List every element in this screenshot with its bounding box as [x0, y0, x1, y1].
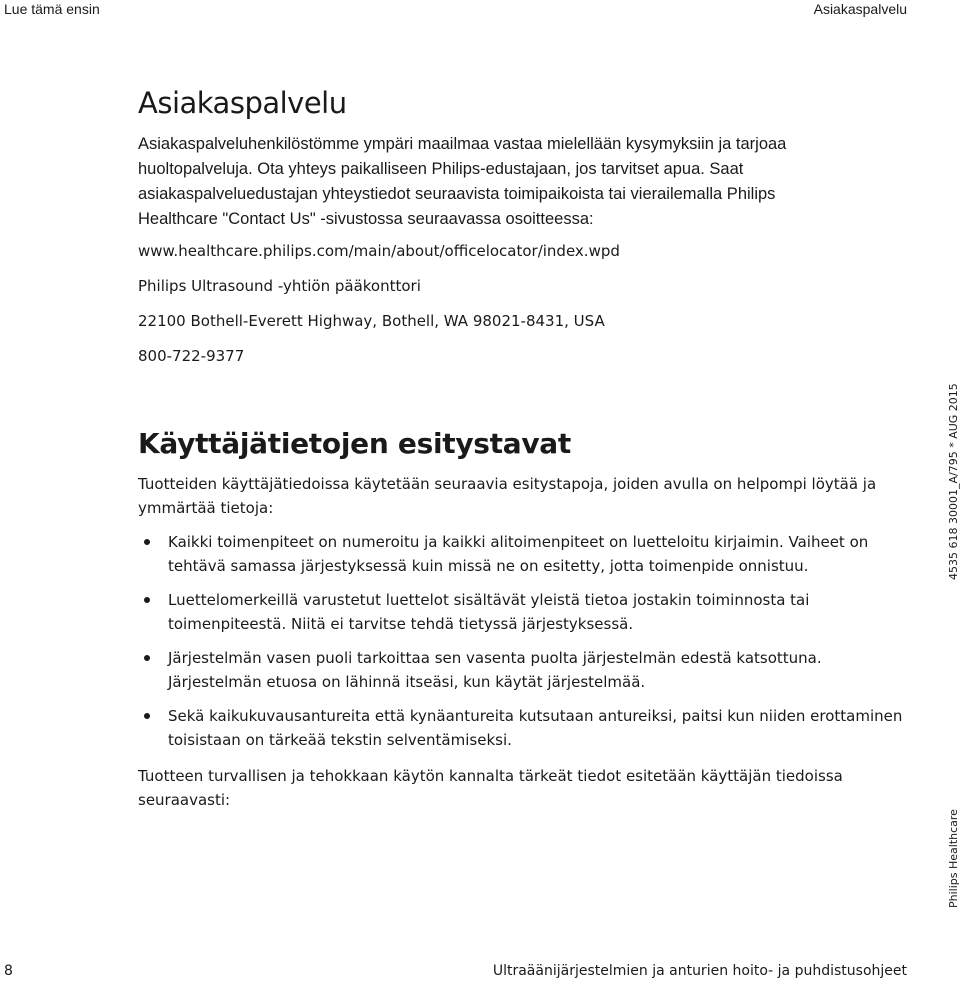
list-item: [138, 530, 908, 578]
intro-line-3: asiakaspalveluedustajan yhteystiedot seuraavista toimipaikoista tai vierailemalla Philips: [138, 185, 776, 203]
conventions-list: [138, 530, 918, 752]
list-item: [138, 646, 908, 694]
list-item: [138, 704, 908, 752]
running-header: [0, 0, 960, 24]
header-section: Asiakaspalvelu: [813, 1, 907, 17]
page-number: 8: [4, 963, 13, 979]
list-item-text: Kaikki toimenpiteet on numeroitu ja kaikki alitoimenpiteet on luetteloitu kirjaimin. Vaiheet on tehtävä samassa järjestyksessä kuin missä ne on esitetty, jotta toimenpide onnistuu.: [168, 533, 869, 575]
side-document-id: 4535 618 30001_A/795 * AUG 2015: [947, 383, 960, 580]
bullet-icon: [144, 539, 150, 545]
page-content: [138, 86, 918, 812]
list-item: [138, 588, 908, 636]
list-item-text: Luettelomerkeillä varustetut luettelot sisältävät yleistä tietoa jostakin toiminnosta tai toimenpiteestä. Niitä ei tarvitse tehdä tietyssä järjestyksessä.: [168, 591, 810, 633]
header-chapter: Lue tämä ensin: [4, 1, 100, 17]
section-title-conventions: Käyttäjätietojen esitystavat: [138, 427, 571, 460]
office-locator-url[interactable]: www.healthcare.philips.com/main/about/officelocator/index.wpd: [138, 242, 620, 260]
intro-line-4: Healthcare "Contact Us" -sivustossa seuraavassa osoitteessa:: [138, 210, 594, 228]
office-address: 22100 Bothell-Everett Highway, Bothell, WA 98021-8431, USA: [138, 312, 605, 330]
conventions-intro: Tuotteiden käyttäjätiedoissa käytetään seuraavia esitystapoja, joiden avulla on helpompi löytää ja ymmärtää tietoja:: [138, 475, 877, 517]
side-brand: Philips Healthcare: [947, 809, 960, 908]
office-name: Philips Ultrasound -yhtiön pääkonttori: [138, 277, 421, 295]
intro-line-2: huoltopalveluja. Ota yhteys paikalliseen Philips-edustajaan, jos tarvitset apua. Saat: [138, 160, 744, 178]
footer-document-title: Ultraäänijärjestelmien ja anturien hoito- ja puhdistusohjeet: [492, 963, 907, 979]
list-item-text: Sekä kaikukuvausantureita että kynäantureita kutsutaan antureiksi, paitsi kun niiden erottaminen toisistaan on tärkeää tekstin selventämiseksi.: [168, 707, 903, 749]
office-phone: 800-722-9377: [138, 347, 245, 365]
list-item-text: Järjestelmän vasen puoli tarkoittaa sen vasenta puolta järjestelmän edestä katsottuna. Järjestelmän etuosa on lähinnä itseäsi, kun käytät järjestelmää.: [168, 649, 822, 691]
section-title-customer-service: Asiakaspalvelu: [138, 86, 347, 120]
conventions-closing: Tuotteen turvallisen ja tehokkaan käytön kannalta tärkeät tiedot esitetään käyttäjän tiedoissa seuraavasti:: [138, 767, 843, 809]
bullet-icon: [144, 655, 150, 661]
bullet-icon: [144, 713, 150, 719]
intro-line-1: Asiakaspalveluhenkilöstömme ympäri maailmaa vastaa mielellään kysymyksiin ja tarjoaa: [138, 135, 787, 153]
bullet-icon: [144, 597, 150, 603]
